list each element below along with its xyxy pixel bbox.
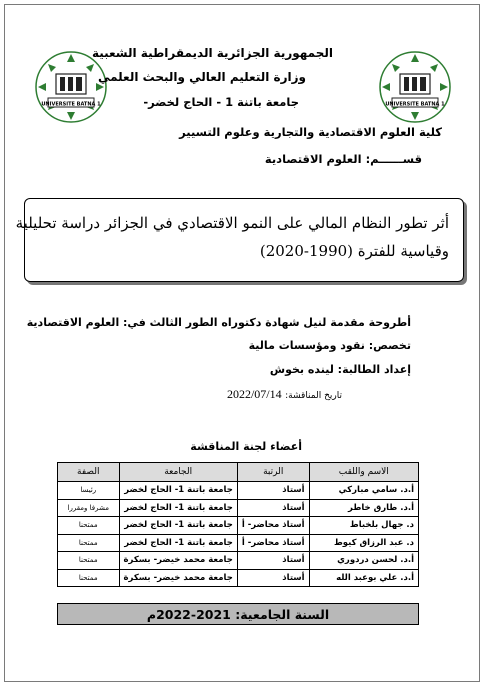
- member-rank: أستاذ محاضر- أ: [237, 534, 309, 552]
- republic-name: الجمهورية الجزائرية الديمقراطية الشعبية: [91, 46, 333, 60]
- member-university: جامعة محمد خيضر- بسكرة: [119, 569, 237, 587]
- svg-text:UNIVERSITE BATNA 1: UNIVERSITE BATNA 1: [385, 101, 445, 108]
- member-name: د. عبد الرزاق كيوط: [309, 534, 418, 552]
- member-university: جامعة باتنة 1- الحاج لخضر: [119, 499, 237, 517]
- header-role: الصفة: [58, 463, 120, 482]
- member-university: جامعة محمد خيضر- بسكرة: [119, 552, 237, 570]
- table-row: [58, 569, 419, 587]
- member-name: أ.د. لحسن دردوري: [309, 552, 418, 570]
- department-value: العلوم الاقتصادية: [264, 152, 362, 166]
- member-role: ممتحنا: [58, 569, 120, 587]
- member-role: ممتحنا: [58, 552, 120, 570]
- member-name: أ.د. علي بوعبد الله: [309, 569, 418, 587]
- member-rank: أستاذ: [237, 552, 309, 570]
- degree-statement: أطروحة مقدمة لنيل شهادة دكتوراه الطور الثالث في: العلوم الاقتصادية: [26, 316, 411, 329]
- member-name: أ.د. طارق خاطر: [309, 499, 418, 517]
- specialty: تخصص: نقود ومؤسسات مالية: [248, 339, 411, 352]
- table-row: [58, 499, 419, 517]
- department-line: [265, 152, 422, 166]
- ministry-name: وزارة التعليم العالي والبحث العلمي: [97, 70, 306, 84]
- svg-text:UNIVERSITE BATNA 1: UNIVERSITE BATNA 1: [41, 101, 101, 108]
- faculty-name: كلية العلوم الاقتصادية والتجارية وعلوم التسيير: [179, 125, 442, 139]
- thesis-title-line1: أثر تطور النظام المالي على النمو الاقتصادي في الجزائر دراسة تحليلية: [15, 214, 449, 232]
- defense-date: 2022/07/14: [226, 387, 282, 401]
- member-university: جامعة باتنة 1- الحاج لخضر: [119, 482, 237, 500]
- member-name: أ.د. سامي مباركي: [309, 482, 418, 500]
- committee-title: أعضاء لجنة المناقشة: [190, 440, 302, 453]
- member-name: د. جهال بلخباط: [309, 517, 418, 535]
- member-role: ممتحنا: [58, 517, 120, 535]
- member-role: رئيسا: [58, 482, 120, 500]
- header-rank: الرتبة: [237, 463, 309, 482]
- table-row: [58, 482, 419, 500]
- department-label: قســــــم:: [365, 152, 422, 166]
- member-rank: أستاذ: [237, 499, 309, 517]
- thesis-title-box: [15, 198, 464, 282]
- university-logo-left: [378, 50, 452, 124]
- table-row: [58, 534, 419, 552]
- member-role: ممتحنا: [58, 534, 120, 552]
- table-row: [58, 517, 419, 535]
- member-rank: أستاذ محاضر- أ: [237, 517, 309, 535]
- university-logo-right: [34, 50, 108, 124]
- university-name: جامعة باتنة 1 - الحاج لخضر-: [143, 95, 299, 109]
- table-row: [58, 552, 419, 570]
- member-rank: أستاذ: [237, 482, 309, 500]
- thesis-title-line2: وقياسية للفترة (1990-2020): [259, 242, 449, 260]
- member-university: جامعة باتنة 1- الحاج لخضر: [119, 534, 237, 552]
- header-name: الاسم واللقب: [309, 463, 418, 482]
- student-name: إعداد الطالبة: لينده بخوش: [269, 363, 411, 376]
- header-university: الجامعة: [119, 463, 237, 482]
- academic-year: السنة الجامعية: 2021-2022م: [57, 603, 419, 625]
- member-university: جامعة باتنة 1- الحاج لخضر: [119, 517, 237, 535]
- defense-date-line: [227, 387, 342, 402]
- table-header-row: [58, 463, 419, 482]
- member-role: مشرفا ومقررا: [58, 499, 120, 517]
- member-rank: أستاذ: [237, 569, 309, 587]
- defense-date-label: تاريخ المناقشة:: [285, 391, 342, 401]
- committee-table: [57, 462, 419, 587]
